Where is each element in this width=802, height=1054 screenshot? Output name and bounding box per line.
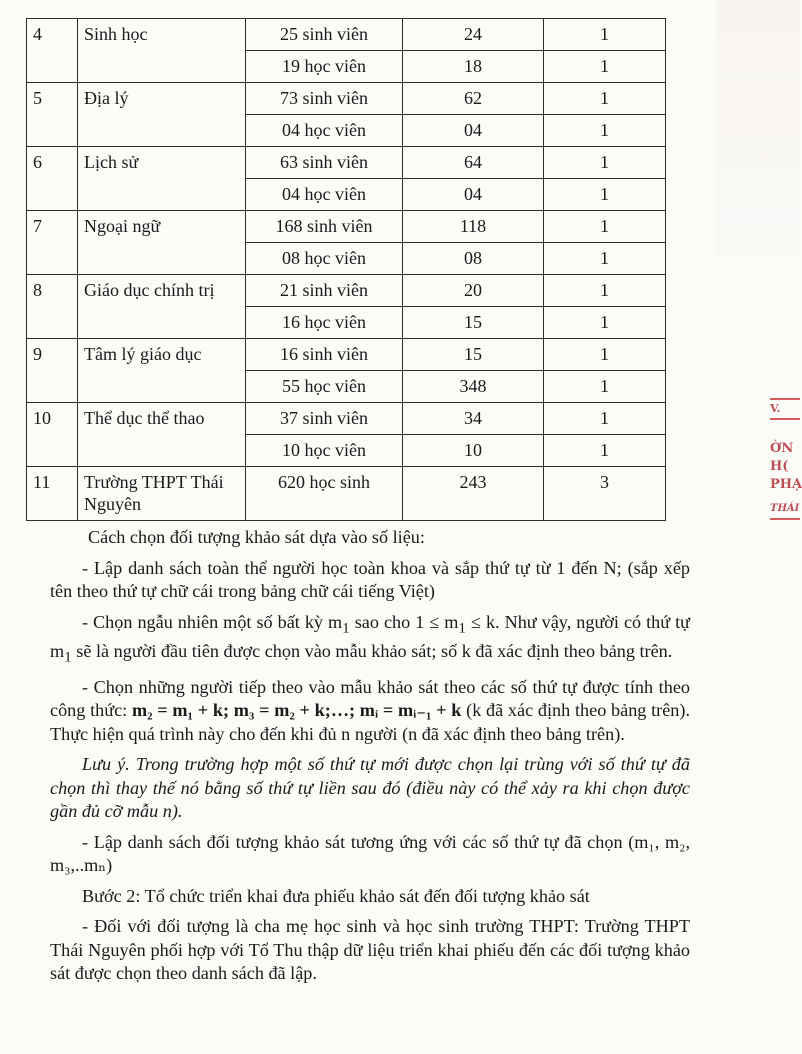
sample-size: 34 — [403, 403, 544, 435]
next-step-text: - Chọn những người tiếp theo vào mẫu khảo sát theo các số thứ tự được tính theo công thức: — [50, 676, 690, 721]
table-row — [27, 83, 666, 115]
row-number: 6 — [27, 147, 78, 211]
sample-size: 243 — [403, 467, 544, 521]
row-number: 9 — [27, 339, 78, 403]
subject-name: Địa lý — [78, 83, 246, 147]
paragraph-final-step: - Lập danh sách đối tượng khảo sát tương ứng với các số thứ tự đã chọn (m₁, m₂, m₃,..mₙ) — [50, 831, 690, 876]
population-size: 63 sinh viên — [246, 147, 403, 179]
sample-size: 15 — [403, 307, 544, 339]
step-k: 1 — [544, 275, 666, 307]
step-k: 1 — [544, 51, 666, 83]
subject-name: Thể dục thể thao — [78, 403, 246, 467]
stamp-line: PHẠ — [770, 477, 802, 492]
scan-shadow — [716, 0, 800, 260]
random-step-text: sao cho 1 ≤ m — [349, 611, 459, 632]
population-size: 21 sinh viên — [246, 275, 403, 307]
step-k: 1 — [544, 19, 666, 51]
sample-size: 18 — [403, 51, 544, 83]
population-size: 55 học viên — [246, 371, 403, 403]
table-row — [27, 147, 666, 179]
step2-heading: Bước 2: Tổ chức triển khai đưa phiếu khảo sát đến đối tượng khảo sát — [82, 885, 590, 906]
population-size: 08 học viên — [246, 243, 403, 275]
stamp-line: ỜN — [770, 441, 794, 456]
population-size: 25 sinh viên — [246, 19, 403, 51]
red-stamp-fragment — [770, 398, 802, 514]
step-k: 1 — [544, 83, 666, 115]
step-k: 1 — [544, 115, 666, 147]
population-size: 73 sinh viên — [246, 83, 403, 115]
sample-size: 20 — [403, 275, 544, 307]
sample-size: 04 — [403, 179, 544, 211]
table-row — [27, 211, 666, 243]
paragraph-next-step — [50, 676, 690, 747]
method-intro: Cách chọn đối tượng khảo sát dựa vào số liệu: — [88, 527, 425, 547]
table-row — [27, 339, 666, 371]
sample-size: 118 — [403, 211, 544, 243]
population-size: 168 sinh viên — [246, 211, 403, 243]
stamp-line: V. — [770, 398, 800, 420]
row-number: 8 — [27, 275, 78, 339]
stamp-line: H( — [770, 459, 789, 474]
table-row — [27, 467, 666, 521]
subject-name: Sinh học — [78, 19, 246, 83]
table-row — [27, 19, 666, 51]
population-size: 16 học viên — [246, 307, 403, 339]
population-size: 19 học viên — [246, 51, 403, 83]
step-k: 1 — [544, 403, 666, 435]
next-step-text: (k đã xác định theo bảng trên). Thực hiện quá trình này cho đến khi đủ n người (n đã xác định theo bảng trên). — [50, 700, 691, 744]
random-step-text: sẽ là người đầu tiên được chọn vào mẫu khảo sát; số k đã xác định theo bảng trên. — [71, 640, 673, 661]
step-k: 3 — [544, 467, 666, 521]
step-k: 1 — [544, 435, 666, 467]
survey-sample-table — [26, 18, 666, 521]
row-number: 7 — [27, 211, 78, 275]
subject-name: Ngoại ngữ — [78, 211, 246, 275]
step-k: 1 — [544, 307, 666, 339]
note-paragraph — [50, 753, 690, 824]
sample-size: 64 — [403, 147, 544, 179]
population-size: 04 học viên — [246, 115, 403, 147]
sample-size: 08 — [403, 243, 544, 275]
population-size: 620 học sinh — [246, 467, 403, 521]
subject-name: Trường THPT Thái Nguyên — [78, 467, 246, 521]
step-k: 1 — [544, 211, 666, 243]
paragraph-list-step: - Lập danh sách toàn thể người học toàn khoa và sắp thứ tự từ 1 đến N; (sắp xếp tên theo thứ tự chữ cái trong bảng chữ cái tiếng Việt) — [50, 557, 690, 601]
row-number: 11 — [27, 467, 78, 521]
row-number: 5 — [27, 83, 78, 147]
step-k: 1 — [544, 371, 666, 403]
sample-size: 24 — [403, 19, 544, 51]
step-k: 1 — [544, 179, 666, 211]
sample-size: 10 — [403, 435, 544, 467]
sample-size: 348 — [403, 371, 544, 403]
sample-size: 62 — [403, 83, 544, 115]
random-step-text: - Chọn ngẫu nhiên một số bất kỳ m — [82, 611, 343, 632]
paragraph-step2-body: - Đối với đối tượng là cha mẹ học sinh và học sinh trường THPT: Trường THPT Thái Nguyên phối hợp với Tổ Thu thập dữ liệu triển khai phiếu đến các đối tượng khảo sát được chọn theo danh sách đã lập. — [50, 916, 690, 984]
sample-size: 04 — [403, 115, 544, 147]
population-size: 10 học viên — [246, 435, 403, 467]
population-size: 37 sinh viên — [246, 403, 403, 435]
note-body: Trong trường hợp một số thứ tự mới được chọn lại trùng với số thứ tự đã chọn thì thay thế nó bằng số thứ tự liền sau đó (điều này có thể xảy ra khi chọn được gần đủ cỡ mẫu n). — [50, 754, 690, 822]
stamp-line: THÁI — [770, 500, 800, 520]
step-k: 1 — [544, 243, 666, 275]
subject-name: Lịch sử — [78, 147, 246, 211]
subject-name: Giáo dục chính trị — [78, 275, 246, 339]
step-k: 1 — [544, 147, 666, 179]
population-size: 04 học viên — [246, 179, 403, 211]
step-k: 1 — [544, 339, 666, 371]
row-number: 10 — [27, 403, 78, 467]
table-row — [27, 403, 666, 435]
table-row — [27, 275, 666, 307]
subject-name: Tâm lý giáo dục — [78, 339, 246, 403]
sample-size: 15 — [403, 339, 544, 371]
population-size: 16 sinh viên — [246, 339, 403, 371]
formula: m₂ = m₁ + k; m₃ = m₂ + k;…; mᵢ = mᵢ₋₁ + k — [131, 700, 462, 721]
row-number: 4 — [27, 19, 78, 83]
paragraph-random-step: - Chọn ngẫu nhiên một số bất kỳ $m_1$ sao cho $1 \le m_1 \le k$. Như vậy, người có thứ tự $m_1$ sẽ là người đầu tiên được chọn vào mẫu khảo sát; số k đã xác định theo bảng trên. — [50, 611, 691, 666]
note-label: Lưu ý. — [82, 754, 130, 775]
random-step-text: ≤ k. Như vậy, người có thứ tự m — [50, 611, 691, 661]
body-text — [50, 526, 690, 993]
